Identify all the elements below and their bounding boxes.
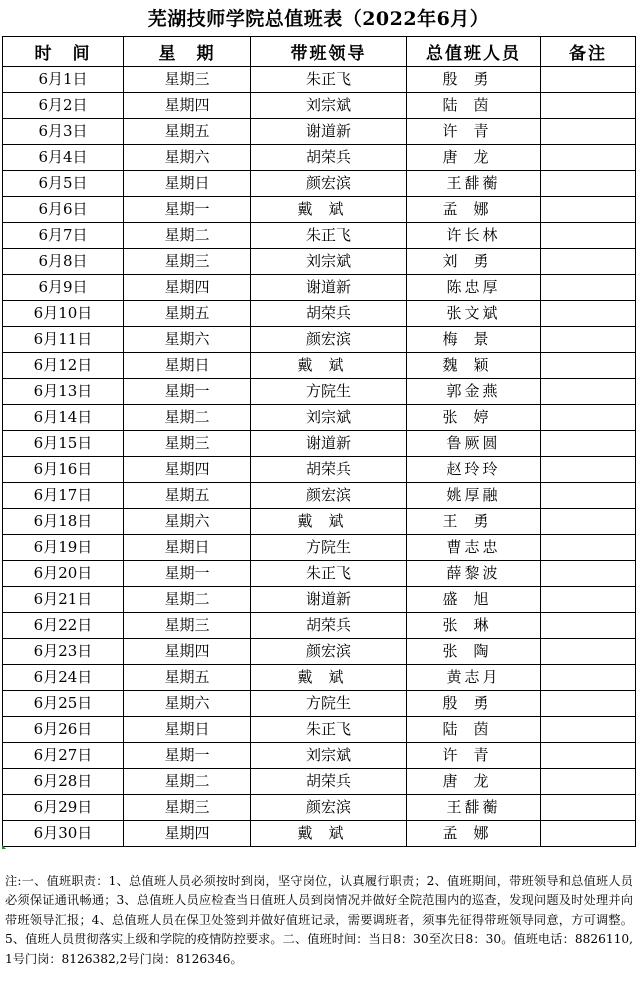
table-row xyxy=(3,717,636,743)
leader-cell: 刘宗斌 xyxy=(251,743,407,769)
table-row xyxy=(3,509,636,535)
header-remarks: 备注 xyxy=(541,37,636,67)
remarks-cell xyxy=(541,431,636,457)
weekday-cell: 星期四 xyxy=(124,457,251,483)
duty-staff-cell: 殷勇 xyxy=(407,67,541,93)
remarks-cell xyxy=(541,93,636,119)
table-row xyxy=(3,535,636,561)
date-cell: 6月2日 xyxy=(3,93,124,119)
leader-cell: 胡荣兵 xyxy=(251,613,407,639)
duty-staff-cell: 唐龙 xyxy=(407,145,541,171)
remarks-cell xyxy=(541,561,636,587)
date-cell: 6月9日 xyxy=(3,275,124,301)
weekday-cell: 星期一 xyxy=(124,743,251,769)
duty-staff-cell: 陆茵 xyxy=(407,93,541,119)
date-cell: 6月23日 xyxy=(3,639,124,665)
header-weekday: 星 期 xyxy=(124,37,251,67)
cell-comment-marker xyxy=(2,845,6,849)
duty-staff-cell: 王勇 xyxy=(407,509,541,535)
leader-cell: 刘宗斌 xyxy=(251,405,407,431)
duty-staff-cell: 唐龙 xyxy=(407,769,541,795)
table-row xyxy=(3,353,636,379)
remarks-cell xyxy=(541,353,636,379)
duty-staff-cell: 孟娜 xyxy=(407,197,541,223)
date-cell: 6月21日 xyxy=(3,587,124,613)
duty-staff-cell: 许长林 xyxy=(407,223,541,249)
remarks-cell xyxy=(541,457,636,483)
header-date: 时 间 xyxy=(3,37,124,67)
table-row xyxy=(3,171,636,197)
leader-cell: 刘宗斌 xyxy=(251,249,407,275)
weekday-cell: 星期三 xyxy=(124,249,251,275)
table-row xyxy=(3,119,636,145)
weekday-cell: 星期三 xyxy=(124,431,251,457)
date-cell: 6月18日 xyxy=(3,509,124,535)
date-cell: 6月30日 xyxy=(3,821,124,847)
table-row xyxy=(3,613,636,639)
date-cell: 6月22日 xyxy=(3,613,124,639)
weekday-cell: 星期日 xyxy=(124,353,251,379)
leader-cell: 朱正飞 xyxy=(251,717,407,743)
weekday-cell: 星期六 xyxy=(124,691,251,717)
header-duty-staff: 总值班人员 xyxy=(407,37,541,67)
remarks-cell xyxy=(541,249,636,275)
remarks-cell xyxy=(541,613,636,639)
table-row xyxy=(3,561,636,587)
date-cell: 6月4日 xyxy=(3,145,124,171)
duty-staff-cell: 赵玲玲 xyxy=(407,457,541,483)
duty-staff-cell: 郭金燕 xyxy=(407,379,541,405)
weekday-cell: 星期一 xyxy=(124,197,251,223)
duty-staff-cell: 梅景 xyxy=(407,327,541,353)
duty-staff-cell: 陆茵 xyxy=(407,717,541,743)
remarks-cell xyxy=(541,717,636,743)
duty-staff-cell: 王馡蘅 xyxy=(407,795,541,821)
remarks-cell xyxy=(541,483,636,509)
weekday-cell: 星期二 xyxy=(124,223,251,249)
weekday-cell: 星期六 xyxy=(124,145,251,171)
weekday-cell: 星期四 xyxy=(124,639,251,665)
duty-staff-cell: 王馡蘅 xyxy=(407,171,541,197)
remarks-cell xyxy=(541,379,636,405)
date-cell: 6月24日 xyxy=(3,665,124,691)
remarks-cell xyxy=(541,587,636,613)
duty-staff-cell: 殷勇 xyxy=(407,691,541,717)
date-cell: 6月16日 xyxy=(3,457,124,483)
date-cell: 6月17日 xyxy=(3,483,124,509)
remarks-cell xyxy=(541,327,636,353)
leader-cell: 戴斌 xyxy=(251,353,407,379)
table-row xyxy=(3,431,636,457)
remarks-cell xyxy=(541,795,636,821)
duty-staff-cell: 曹志忠 xyxy=(407,535,541,561)
date-cell: 6月27日 xyxy=(3,743,124,769)
weekday-cell: 星期四 xyxy=(124,821,251,847)
remarks-cell xyxy=(541,405,636,431)
date-cell: 6月6日 xyxy=(3,197,124,223)
weekday-cell: 星期五 xyxy=(124,119,251,145)
weekday-cell: 星期日 xyxy=(124,535,251,561)
table-row xyxy=(3,457,636,483)
table-row xyxy=(3,691,636,717)
date-cell: 6月11日 xyxy=(3,327,124,353)
table-row xyxy=(3,93,636,119)
date-cell: 6月5日 xyxy=(3,171,124,197)
duty-staff-cell: 孟娜 xyxy=(407,821,541,847)
weekday-cell: 星期四 xyxy=(124,93,251,119)
leader-cell: 胡荣兵 xyxy=(251,301,407,327)
header-leader: 带班领导 xyxy=(251,37,407,67)
leader-cell: 胡荣兵 xyxy=(251,145,407,171)
remarks-cell xyxy=(541,301,636,327)
table-row xyxy=(3,67,636,93)
table-row xyxy=(3,379,636,405)
leader-cell: 朱正飞 xyxy=(251,561,407,587)
leader-cell: 谢道新 xyxy=(251,275,407,301)
weekday-cell: 星期五 xyxy=(124,665,251,691)
weekday-cell: 星期三 xyxy=(124,67,251,93)
table-row xyxy=(3,639,636,665)
weekday-cell: 星期六 xyxy=(124,509,251,535)
remarks-cell xyxy=(541,743,636,769)
date-cell: 6月15日 xyxy=(3,431,124,457)
leader-cell: 谢道新 xyxy=(251,431,407,457)
table-row xyxy=(3,249,636,275)
leader-cell: 颜宏滨 xyxy=(251,327,407,353)
table-row xyxy=(3,769,636,795)
weekday-cell: 星期二 xyxy=(124,405,251,431)
leader-cell: 戴斌 xyxy=(251,821,407,847)
remarks-cell xyxy=(541,119,636,145)
date-cell: 6月12日 xyxy=(3,353,124,379)
weekday-cell: 星期日 xyxy=(124,717,251,743)
duty-staff-cell: 盛旭 xyxy=(407,587,541,613)
leader-cell: 戴斌 xyxy=(251,509,407,535)
leader-cell: 戴斌 xyxy=(251,197,407,223)
table-row xyxy=(3,197,636,223)
weekday-cell: 星期五 xyxy=(124,301,251,327)
duty-table xyxy=(2,36,636,847)
weekday-cell: 星期四 xyxy=(124,275,251,301)
remarks-cell xyxy=(541,769,636,795)
duty-staff-cell: 黄志月 xyxy=(407,665,541,691)
leader-cell: 胡荣兵 xyxy=(251,457,407,483)
date-cell: 6月7日 xyxy=(3,223,124,249)
leader-cell: 谢道新 xyxy=(251,119,407,145)
remarks-cell xyxy=(541,821,636,847)
date-cell: 6月26日 xyxy=(3,717,124,743)
table-row xyxy=(3,223,636,249)
table-body xyxy=(3,67,636,847)
leader-cell: 方院生 xyxy=(251,535,407,561)
roster-title: 芜湖技师学院总值班表（2022年6月） xyxy=(147,8,490,30)
duty-staff-cell: 姚厚融 xyxy=(407,483,541,509)
remarks-cell xyxy=(541,171,636,197)
duty-staff-cell: 许青 xyxy=(407,743,541,769)
leader-cell: 朱正飞 xyxy=(251,223,407,249)
leader-cell: 方院生 xyxy=(251,379,407,405)
leader-cell: 颜宏滨 xyxy=(251,171,407,197)
date-cell: 6月3日 xyxy=(3,119,124,145)
duty-staff-cell: 魏颖 xyxy=(407,353,541,379)
duty-staff-cell: 鲁厥圆 xyxy=(407,431,541,457)
remarks-cell xyxy=(541,639,636,665)
table-row xyxy=(3,145,636,171)
leader-cell: 颜宏滨 xyxy=(251,483,407,509)
remarks-cell xyxy=(541,275,636,301)
remarks-cell xyxy=(541,67,636,93)
table-row xyxy=(3,327,636,353)
duty-staff-cell: 薛黎波 xyxy=(407,561,541,587)
remarks-cell xyxy=(541,145,636,171)
table-row xyxy=(3,483,636,509)
date-cell: 6月28日 xyxy=(3,769,124,795)
duty-staff-cell: 张陶 xyxy=(407,639,541,665)
weekday-cell: 星期三 xyxy=(124,795,251,821)
table-row xyxy=(3,275,636,301)
date-cell: 6月13日 xyxy=(3,379,124,405)
remarks-cell xyxy=(541,535,636,561)
weekday-cell: 星期三 xyxy=(124,613,251,639)
remarks-cell xyxy=(541,691,636,717)
table-row xyxy=(3,301,636,327)
weekday-cell: 星期一 xyxy=(124,561,251,587)
leader-cell: 方院生 xyxy=(251,691,407,717)
leader-cell: 胡荣兵 xyxy=(251,769,407,795)
table-header-row xyxy=(3,37,636,67)
leader-cell: 谢道新 xyxy=(251,587,407,613)
leader-cell: 刘宗斌 xyxy=(251,93,407,119)
duty-staff-cell: 刘勇 xyxy=(407,249,541,275)
remarks-cell xyxy=(541,197,636,223)
date-cell: 6月19日 xyxy=(3,535,124,561)
remarks-cell xyxy=(541,665,636,691)
weekday-cell: 星期日 xyxy=(124,171,251,197)
table-row xyxy=(3,405,636,431)
duty-staff-cell: 张琳 xyxy=(407,613,541,639)
table-row xyxy=(3,821,636,847)
table-row xyxy=(3,665,636,691)
weekday-cell: 星期二 xyxy=(124,769,251,795)
leader-cell: 朱正飞 xyxy=(251,67,407,93)
date-cell: 6月10日 xyxy=(3,301,124,327)
duty-staff-cell: 张文斌 xyxy=(407,301,541,327)
weekday-cell: 星期五 xyxy=(124,483,251,509)
duty-staff-cell: 张婷 xyxy=(407,405,541,431)
weekday-cell: 星期一 xyxy=(124,379,251,405)
duty-staff-cell: 陈忠厚 xyxy=(407,275,541,301)
leader-cell: 颜宏滨 xyxy=(251,795,407,821)
date-cell: 6月20日 xyxy=(3,561,124,587)
weekday-cell: 星期二 xyxy=(124,587,251,613)
duty-staff-cell: 许青 xyxy=(407,119,541,145)
remarks-cell xyxy=(541,223,636,249)
table-row xyxy=(3,795,636,821)
remarks-cell xyxy=(541,509,636,535)
date-cell: 6月25日 xyxy=(3,691,124,717)
duty-notes: 注:一、值班职责：1、总值班人员必须按时到岗，坚守岗位，认真履行职责；2、值班期间，带班领导和总值班人员必须保证通讯畅通；3、总值班人员应检查当日值班人员到岗情况并做好全院范围内的巡查，发现问题及时处理并向带班领导汇报；4、总值班人员在保卫处签到并做好值班记录，需要调班者，须事先征得带班领导同意，方可调整。5、值班人员贯彻落实上级和学院的疫情防控要求。二、值班时间：当日8：30至次日8：30。值班电话：8826110,1号门岗：8126382,2号门岗：8126346。 xyxy=(5,874,633,966)
table-row xyxy=(3,743,636,769)
date-cell: 6月8日 xyxy=(3,249,124,275)
date-cell: 6月1日 xyxy=(3,67,124,93)
weekday-cell: 星期六 xyxy=(124,327,251,353)
date-cell: 6月29日 xyxy=(3,795,124,821)
leader-cell: 颜宏滨 xyxy=(251,639,407,665)
table-row xyxy=(3,587,636,613)
leader-cell: 戴斌 xyxy=(251,665,407,691)
date-cell: 6月14日 xyxy=(3,405,124,431)
